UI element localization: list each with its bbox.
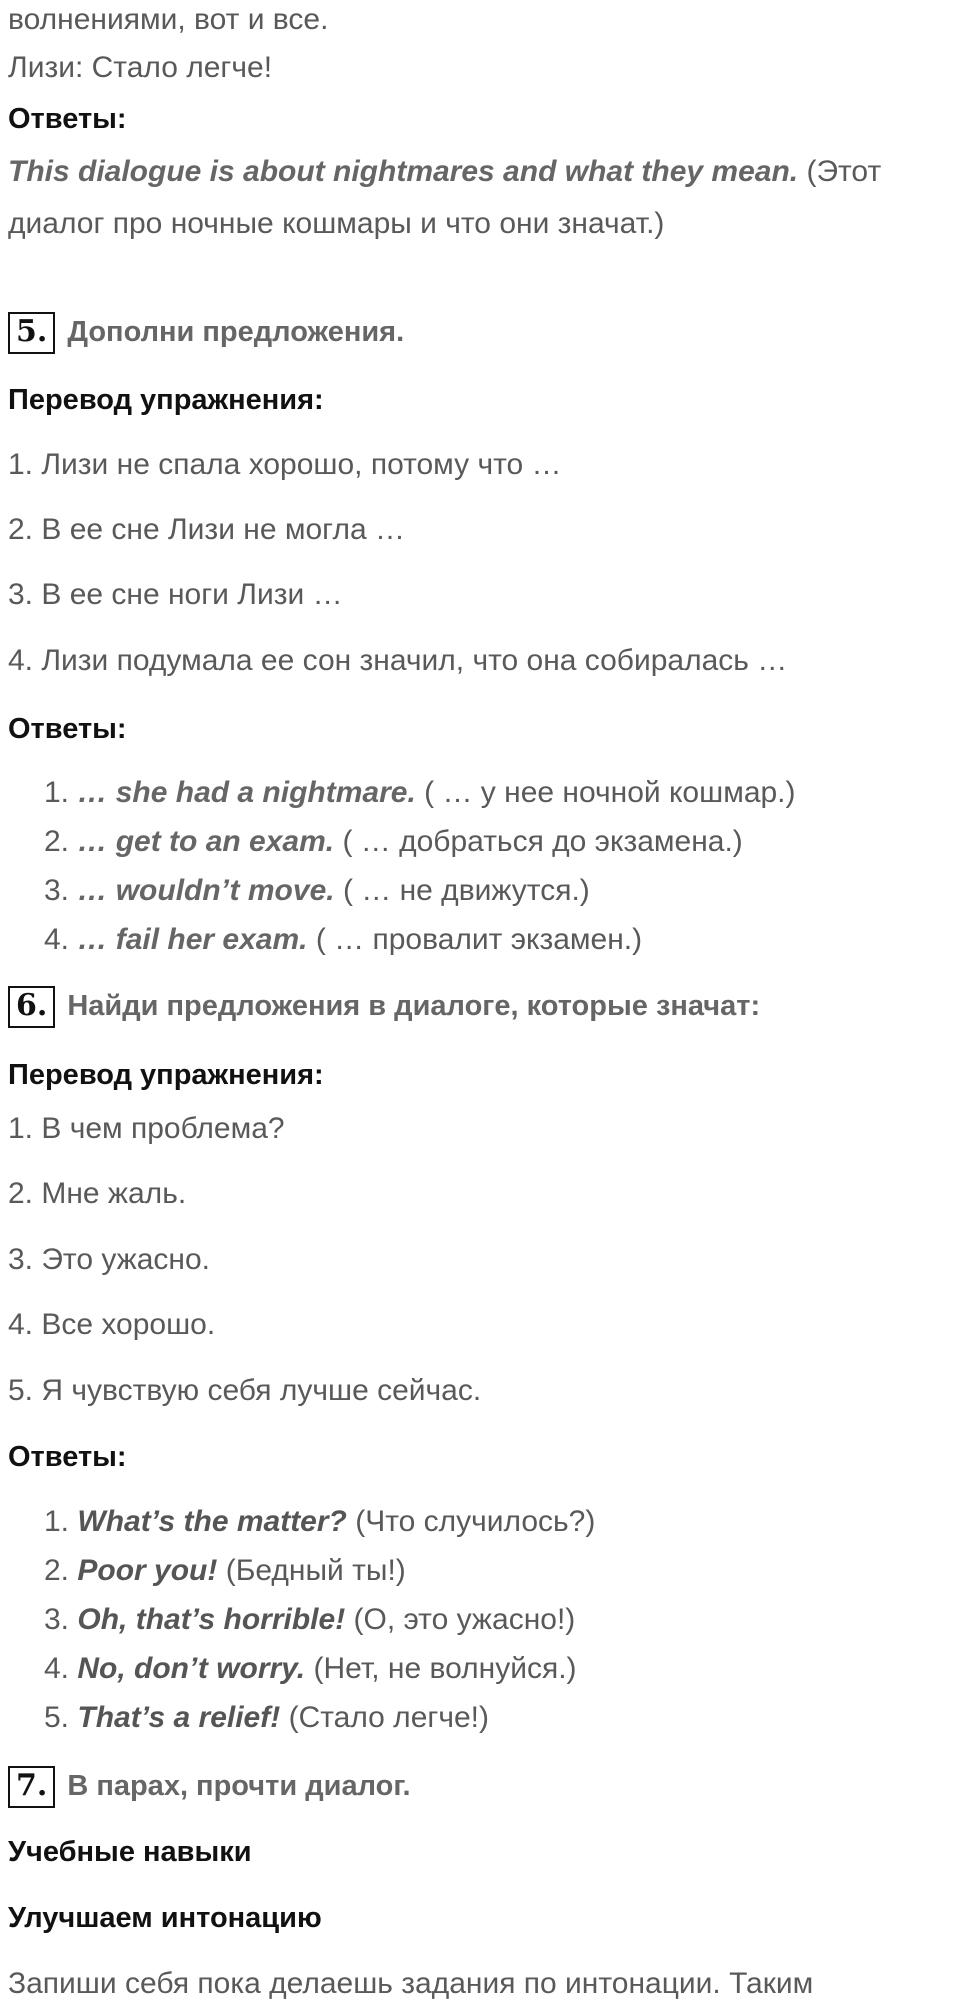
answer-item xyxy=(44,773,796,813)
paragraph-fragment: волнениями, вот и все. xyxy=(8,3,329,36)
exercise-6-header xyxy=(8,986,760,1028)
translation-item: 3. В ее сне ноги Лизи … xyxy=(8,578,343,611)
translation-heading: Перевод упражнения: xyxy=(8,1059,324,1091)
answer-item xyxy=(44,871,590,911)
translation-item: 4. Все хорошо. xyxy=(8,1308,216,1341)
answer-translation: ( … провалит экзамен.) xyxy=(315,923,643,956)
dialogue-line: Лизи: Стало легче! xyxy=(8,51,273,84)
exercise-title: Дополни предложения. xyxy=(67,316,405,348)
answer-english: … she had a nightmare. xyxy=(77,776,416,809)
answer-number: 4. xyxy=(44,1652,70,1685)
translation-item: 2. Мне жаль. xyxy=(8,1177,187,1210)
answer-number: 2. xyxy=(44,825,70,858)
translation-heading: Перевод упражнения: xyxy=(8,384,324,416)
answer-number: 5. xyxy=(44,1701,70,1734)
answer-item xyxy=(44,1600,575,1640)
answer-translation: (Стало легче!) xyxy=(288,1701,489,1734)
answer-number: 3. xyxy=(44,874,70,907)
answer-paragraph xyxy=(8,146,952,250)
answer-translation: ( … не движутся.) xyxy=(342,874,590,907)
exercise-title: В парах, прочти диалог. xyxy=(67,1770,411,1802)
translation-item: 5. Я чувствую себя лучше сейчас. xyxy=(8,1374,482,1407)
answers-heading: Ответы: xyxy=(8,713,127,745)
answers-heading: Ответы: xyxy=(8,103,127,135)
exercise-7-header xyxy=(8,1766,411,1808)
answer-english: … fail her exam. xyxy=(77,923,308,956)
exercise-number-badge: 5. xyxy=(8,312,55,354)
answer-english: No, don’t worry. xyxy=(77,1652,306,1685)
answer-translation: (Бедный ты!) xyxy=(225,1554,406,1587)
answer-english: … wouldn’t move. xyxy=(77,874,335,907)
exercise-number-badge: 6. xyxy=(8,986,55,1028)
answer-translation: (Что случилось?) xyxy=(355,1505,596,1538)
answer-item xyxy=(44,1649,577,1689)
paragraph-fragment: Запиши себя пока делаешь задания по интонации. Таким xyxy=(8,1967,814,2000)
answer-english: Poor you! xyxy=(77,1554,218,1587)
answer-number: 1. xyxy=(44,1505,70,1538)
answer-translation: (Нет, не волнуйся.) xyxy=(313,1652,577,1685)
answer-number: 3. xyxy=(44,1603,70,1636)
translation-item: 3. Это ужасно. xyxy=(8,1243,211,1276)
answer-item xyxy=(44,1698,489,1738)
answer-item xyxy=(44,1502,595,1542)
answer-english: This dialogue is about nightmares and what they mean. xyxy=(8,155,799,188)
subsection-heading: Улучшаем интонацию xyxy=(8,1902,322,1934)
answer-number: 4. xyxy=(44,923,70,956)
answer-english: What’s the matter? xyxy=(77,1505,347,1538)
answer-translation: (Этот диалог про ночные кошмары и что они значат.) xyxy=(8,155,882,240)
answer-item xyxy=(44,920,642,960)
answer-item xyxy=(44,822,743,862)
exercise-5-header xyxy=(8,312,404,354)
answer-number: 1. xyxy=(44,776,70,809)
answer-item xyxy=(44,1551,406,1591)
answer-translation: (О, это ужасно!) xyxy=(353,1603,576,1636)
answer-english: … get to an exam. xyxy=(77,825,335,858)
translation-item: 4. Лизи подумала ее сон значил, что она собиралась … xyxy=(8,644,788,677)
exercise-title: Найди предложения в диалоге, которые значат: xyxy=(67,990,761,1022)
answer-translation: ( … добраться до экзамена.) xyxy=(342,825,743,858)
translation-item: 2. В ее сне Лизи не могла … xyxy=(8,513,405,546)
answers-heading: Ответы: xyxy=(8,1441,127,1473)
answer-english: That’s a relief! xyxy=(77,1701,281,1734)
answer-translation: ( … у нее ночной кошмар.) xyxy=(424,776,796,809)
translation-item: 1. Лизи не спала хорошо, потому что … xyxy=(8,448,562,481)
answer-english: Oh, that’s horrible! xyxy=(77,1603,346,1636)
section-heading: Учебные навыки xyxy=(8,1836,252,1868)
answer-number: 2. xyxy=(44,1554,70,1587)
exercise-number-badge: 7. xyxy=(8,1766,55,1808)
translation-item: 1. В чем проблема? xyxy=(8,1112,285,1145)
